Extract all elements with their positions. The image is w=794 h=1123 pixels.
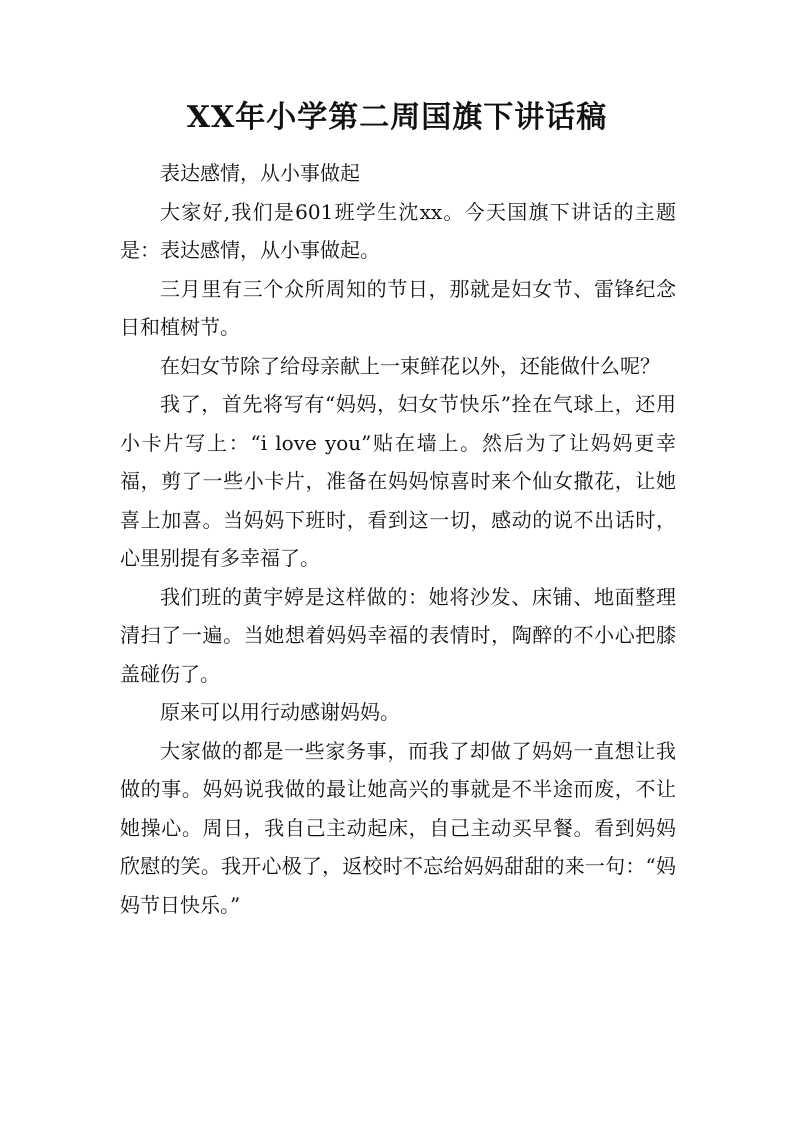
paragraph-greeting: 大家好,我们是601班学生沈xx。今天国旗下讲话的主题是：表达感情，从小事做起。 bbox=[120, 199, 676, 262]
paragraph-thanks-by-action: 原来可以用行动感谢妈妈。 bbox=[160, 700, 400, 724]
paragraph-my-actions: 我了，首先将写有“妈妈，妇女节快乐”拴在气球上，还用小卡片写上：“i love you”贴在墙上。然后为了让妈妈更幸福，剪了一些小卡片，准备在妈妈惊喜时来个仙女撒花，让她喜上加喜。当妈妈下班时，看到这一切，感动的说不出话时，心里别提有多幸福了。 bbox=[120, 392, 676, 570]
paragraph-conclusion: 大家做的都是一些家务事，而我了却做了妈妈一直想让我做的事。妈妈说我做的最让她高兴的事就是不半途而废，不让她操心。周日，我自己主动起床，自己主动买早餐。看到妈妈欣慰的笑。我开心极了，返校时不忘给妈妈甜甜的来一句：“妈妈节日快乐。” bbox=[120, 738, 676, 917]
paragraph-subtitle: 表达感情，从小事做起 bbox=[160, 161, 360, 185]
paragraph-question: 在妇女节除了给母亲献上一束鲜花以外，还能做什么呢？ bbox=[160, 353, 660, 378]
paragraph-march-holidays: 三月里有三个众所周知的节日，那就是妇女节、雷锋纪念日和植树节。 bbox=[120, 276, 676, 339]
document-title: XX年小学第二周国旗下讲话稿 bbox=[186, 100, 608, 135]
paragraph-classmate: 我们班的黄宇婷是这样做的：她将沙发、床铺、地面整理清扫了一遍。当她想着妈妈幸福的表情时，陶醉的不小心把膝盖碰伤了。 bbox=[120, 584, 676, 686]
document-body bbox=[120, 154, 676, 924]
